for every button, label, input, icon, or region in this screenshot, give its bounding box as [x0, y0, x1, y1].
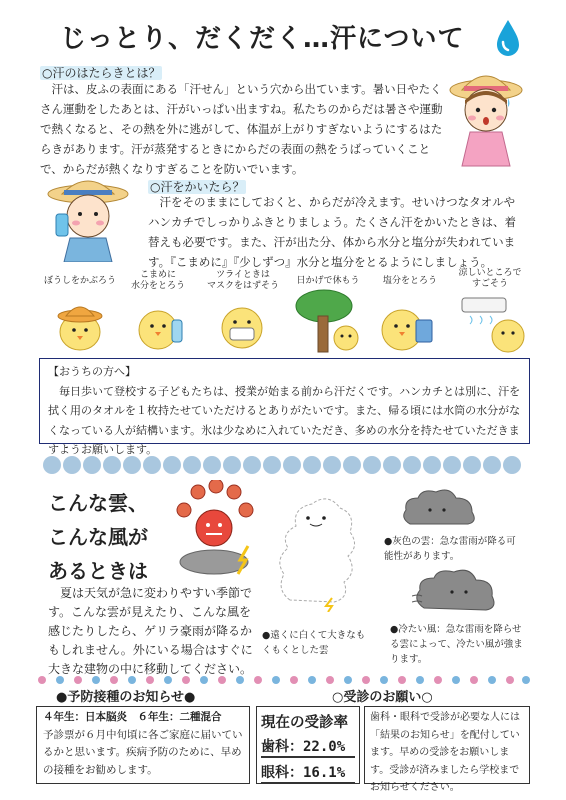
- section-text-sweat: 汗をそのままにしておくと、からだが冷えます。せいけつなタオルやハンカチでしっかりふきとりましょう。たくさん汗をかいたときは、着替えも必要です。また、汗が出た分、体から水分と塩分が失われています。『こまめに』『少しずつ』水分と塩分をとるようにしましょう。: [148, 195, 516, 269]
- chick-aircon-icon: [460, 292, 528, 354]
- chick-salt-icon: [378, 292, 438, 352]
- tip-label: 塩分をとろう: [382, 276, 437, 286]
- cumulonimbus-icon: [270, 490, 360, 612]
- wind-caption: ●冷たい風：急な雷雨を降らせる雲によって、冷たい風が強まります。: [390, 624, 523, 665]
- gray-cloud-caption: ●灰色の雲：急な雷雨が降る可能性があります。: [384, 536, 516, 562]
- eye-rate: 眼科：16.1%: [261, 762, 355, 784]
- weather-text: 夏は天気が急に変わりやすい季節です。こんな雲が見えたり、こんな風を感じたりしたら、ゲリラ豪雨が降るかもしれません。外にいる場合はすぐに大きな建物の中に移動してください。: [48, 586, 253, 676]
- notice-heading: 【おうちの方へ】: [48, 365, 136, 378]
- boy-drinking-illustration: [42, 176, 134, 262]
- section-heading-sweat: ○汗をかいたら？: [150, 180, 245, 194]
- weather-heading-line: こんな風が: [48, 525, 148, 549]
- dental-rate: 歯科：22.0%: [261, 736, 355, 758]
- weather-heading-line: あるときは: [48, 559, 148, 583]
- page-title: じっとり、だくだく…汗について: [60, 24, 465, 54]
- cold-wind-cloud-icon: [412, 566, 504, 614]
- section-text-role: 汗は、皮ふの表面にある「汗せん」という穴から出ています。暑い日やたくさん運動をしたあとは、汗がいっぱい出ますね。私たちのからだは暑さや運動で熱くなると、その熱を外に逃がして、体温が上がりすぎないようにするはたらきがあります。汗が蒸発するときにからだの表面の熱をうばっていくことで、からだが熱くなりすぎることを防いでいます。: [40, 82, 443, 176]
- dot-divider: [36, 675, 530, 685]
- tree-shade-icon: [294, 288, 364, 354]
- tips-row: [40, 264, 530, 356]
- vaccine-subheading: ４年生：日本脳炎 ６年生：二種混合: [43, 711, 222, 723]
- chick-drink-icon: [134, 294, 186, 352]
- tip-label: ツライときは マスクをはずそう: [206, 270, 279, 291]
- vaccine-heading: ●予防接種のお知らせ●: [56, 690, 196, 705]
- tip-label: こまめに 水分をとろう: [130, 270, 185, 291]
- exam-text-box: [364, 706, 530, 793]
- gray-cloud-icon: [400, 486, 478, 528]
- tip-label: 涼しいところで すごそう: [458, 268, 522, 289]
- chick-hat-icon: [54, 296, 106, 352]
- vaccine-box: [36, 706, 250, 784]
- thunder-god-icon: [170, 480, 258, 576]
- notice-text: 毎日歩いて登校する子どもたちは、授業が始まる前から汗だくです。ハンカチとは別に、汗を拭く用のタオルを１枚持たせていただけるとありがたいです。また、帰る頃には水筒の水分がなくなっている人が結構います。氷は少なめに入れていただき、多めの水分を持たせていただきますようお願いします。: [48, 384, 521, 456]
- cloud-border: [42, 453, 530, 475]
- notice-box: [39, 358, 530, 456]
- vaccine-text: 予診票が６月中旬頃に各ご家庭に届いているかと思います。疾病予防のために、早めの接種をお勧めします。: [43, 728, 243, 776]
- chick-mask-icon: [216, 294, 268, 352]
- exam-text: 歯科・眼科で受診が必要な人には「結果のお知らせ」を配付しています。早めの受診をお願いします。受診が済みましたら学校までお知らせください。: [370, 712, 520, 793]
- section-heading-role: ○汗のはたらきとは？: [42, 66, 161, 80]
- cloud-caption: ●遠くに白くて大きなもくもくとした雲: [262, 630, 366, 656]
- exam-heading: ○受診のお願い○: [332, 690, 433, 705]
- exam-rate-title: 現在の受診率: [261, 715, 348, 731]
- sweat-drop-icon: [493, 16, 523, 60]
- tip-label: 日かげで休もう: [296, 276, 360, 286]
- girl-illustration: [444, 68, 528, 170]
- tip-label: ぼうしをかぶろう: [43, 276, 116, 286]
- exam-rate-box: [256, 706, 360, 784]
- weather-heading-line: こんな雲、: [48, 491, 148, 515]
